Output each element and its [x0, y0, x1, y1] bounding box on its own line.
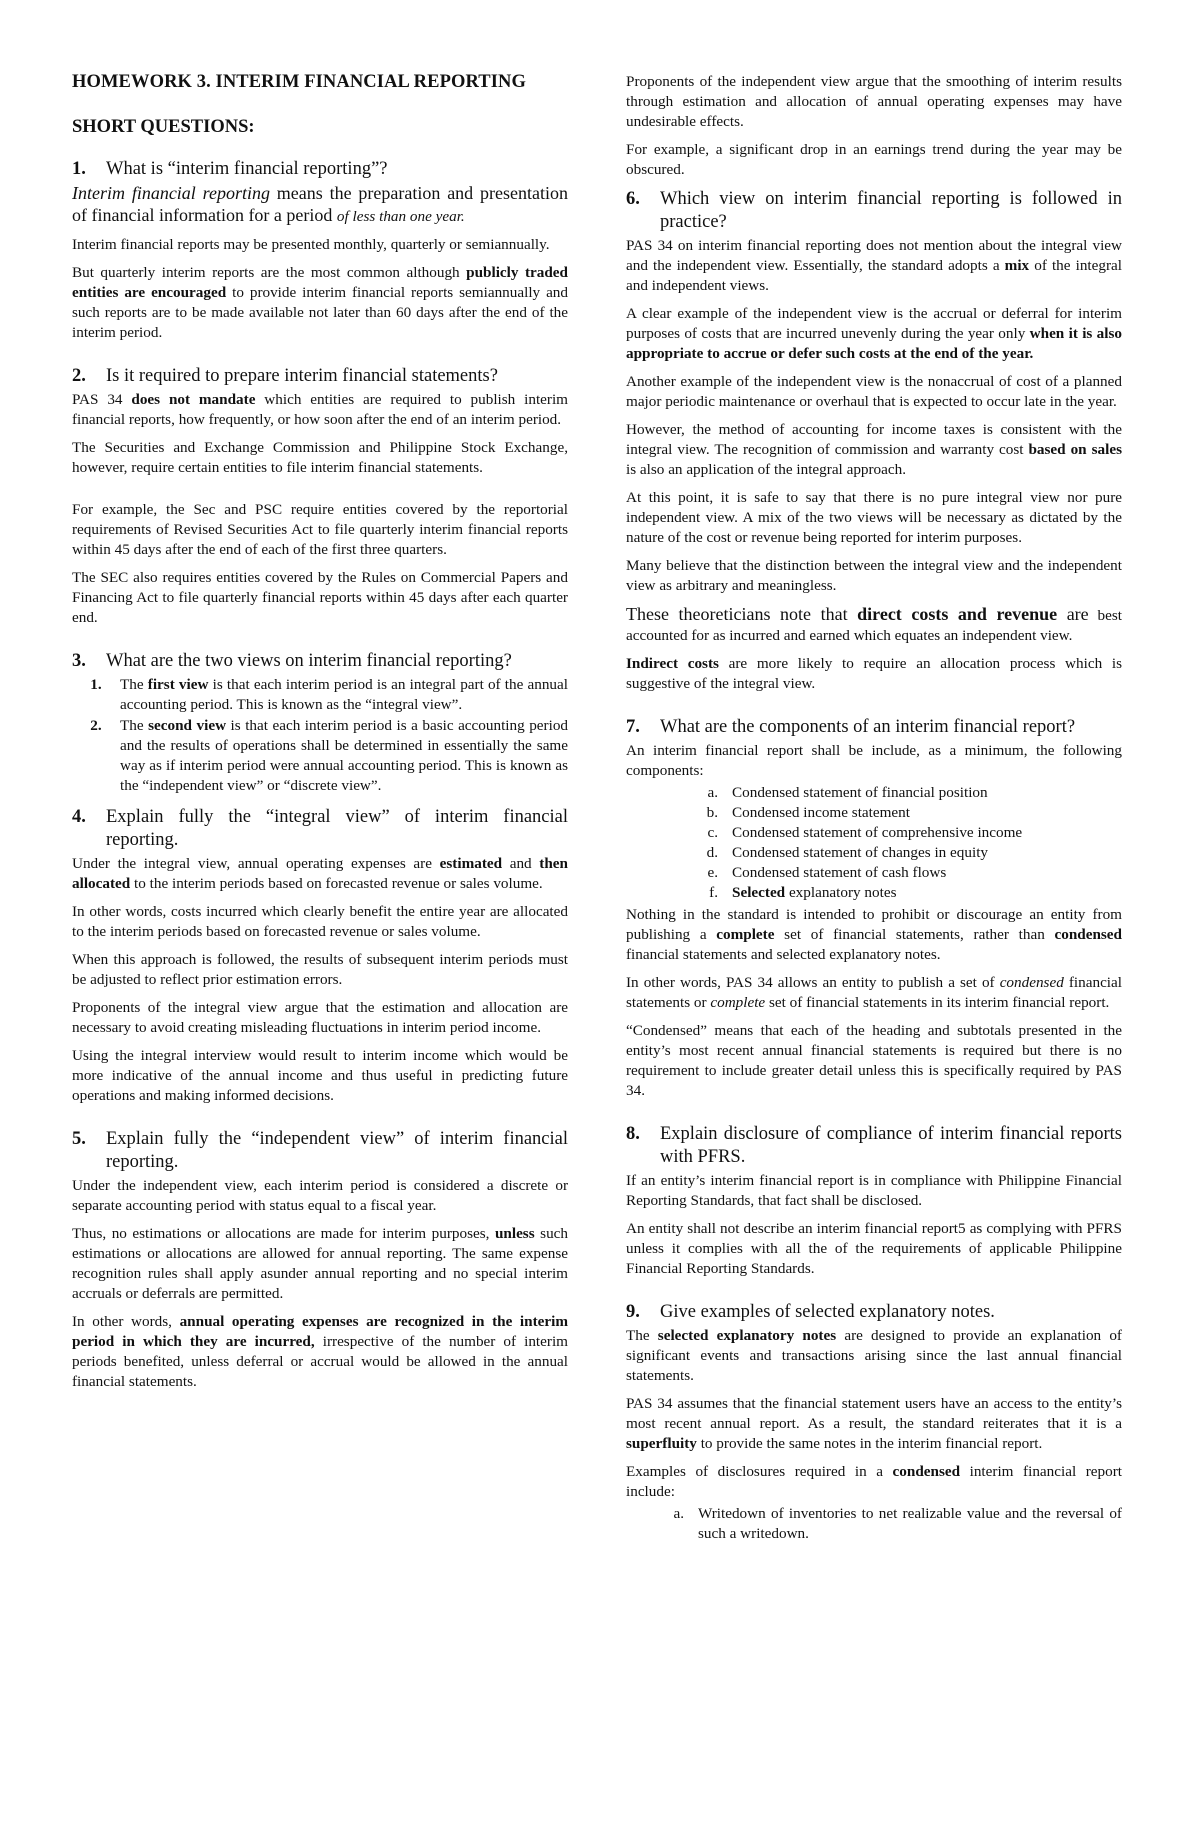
text: set of financial statements, rather than — [774, 926, 1055, 943]
list-number: 1. — [90, 676, 102, 693]
text: In other words, PAS 34 allows an entity to publish a set of — [626, 974, 1000, 991]
q6-answer-paragraph-6: Many believe that the distinction between the integral view and the independent view as arbitrary and meaningless. — [626, 557, 1122, 594]
emphasis: superfluity — [626, 1435, 697, 1452]
list-text: Condensed statement of cash flows — [732, 864, 947, 881]
document-title: HOMEWORK 3. INTERIM FINANCIAL REPORTING — [72, 72, 526, 92]
text: However, the method of accounting for income taxes is consistent with the integral view. The recognition of commission and warranty cost — [626, 421, 1122, 458]
question-number: 2. — [72, 366, 86, 386]
question-4 — [72, 806, 568, 852]
list-item — [626, 883, 1122, 903]
list-item — [72, 716, 568, 796]
question-3 — [72, 650, 568, 673]
text: financial statements and selected explanatory notes. — [626, 946, 941, 963]
text: The — [120, 676, 148, 693]
q4-answer-paragraph-5: Using the integral interview would result to interim income which would be more indicative of the annual income and thus useful in predicting future operations and making informed decisions. — [72, 1047, 568, 1104]
emphasis: Indirect costs — [626, 655, 719, 672]
emphasis: based on sales — [1028, 441, 1122, 458]
views-list — [72, 675, 568, 796]
emphasis: unless — [494, 1225, 535, 1242]
list-text: explanatory notes — [785, 884, 897, 901]
term: Interim financial reporting — [72, 183, 270, 203]
text: PAS 34 on interim financial reporting does not mention about the integral view and the independent view. Essentially, the standard adopts a — [626, 237, 1122, 274]
text: Nothing in the standard is intended to prohibit or discourage an entity from publishing a — [626, 906, 1122, 943]
text: In other words, — [72, 1313, 180, 1330]
q4-answer-paragraph-4: Proponents of the integral view argue that the estimation and allocation are necessary to avoid creating misleading fluctuations in interim period income. — [72, 999, 568, 1036]
q5-answer-paragraph-3 — [72, 1312, 568, 1392]
list-item — [626, 863, 1122, 883]
text: which entities are required to publish interim financial reports, how frequently, or how soon after the end of an interim period. — [72, 391, 568, 428]
text: to the interim periods based on forecasted revenue or sales volume. — [130, 875, 543, 892]
text: is also an application of the integral approach. — [626, 461, 907, 478]
list-item — [626, 803, 1122, 823]
list-text: Condensed statement of comprehensive income — [732, 824, 1023, 841]
q2-answer-paragraph-1 — [72, 390, 568, 430]
list-item — [72, 675, 568, 715]
question-8 — [626, 1123, 1122, 1169]
text: But quarterly interim reports are the most common although — [72, 264, 467, 281]
question-5 — [72, 1128, 568, 1174]
list-letter: f. — [709, 884, 718, 901]
q6-answer-paragraph-2 — [626, 304, 1122, 364]
q2-answer-paragraph-3: For example, the Sec and PSC require entities covered by the reportorial requirements of Revised Securities Act to file quarterly interim financial reports within 45 days after the end of each of the first three quarters. — [72, 501, 568, 558]
q5-answer-paragraph-2 — [72, 1224, 568, 1304]
emphasis: of less than one year. — [336, 208, 465, 225]
question-text: Explain disclosure of compliance of interim financial reports with PFRS. — [660, 1124, 1122, 1167]
emphasis: complete — [710, 994, 766, 1011]
list-letter: d. — [706, 844, 718, 861]
text: are designed to provide an explanation of significant events and transactions arising since the last annual financial statements. — [626, 1327, 1122, 1384]
question-1 — [72, 158, 568, 181]
q4-answer-paragraph-3: When this approach is followed, the results of subsequent interim periods must be adjusted to reflect prior estimation errors. — [72, 951, 568, 988]
list-item — [626, 783, 1122, 803]
q6-answer-paragraph-8 — [626, 654, 1122, 694]
emphasis: first view — [147, 676, 209, 693]
question-7 — [626, 716, 1122, 739]
text: to provide interim financial reports semiannually and such reports are to be made available not later than 60 days after the end of the interim period. — [72, 284, 568, 341]
q2-answer-paragraph-4: The SEC also requires entities covered by the Rules on Commercial Papers and Financing Act to file quarterly financial reports within 45 days after each quarter end. — [72, 569, 568, 626]
q1-answer-paragraph-1 — [72, 183, 568, 227]
q4-answer-paragraph-1 — [72, 854, 568, 894]
q2-answer-paragraph-2: The Securities and Exchange Commission and Philippine Stock Exchange, however, require certain entities to file interim financial statements. — [72, 439, 568, 476]
question-number: 3. — [72, 651, 86, 671]
emphasis: second view — [148, 717, 227, 734]
q9-answer-paragraph-3 — [626, 1462, 1122, 1502]
text: is that each interim period is a basic accounting period and the results of operations shall be determined in essentially the same way as if interim period were annual accounting period. This is known as the “independent view” or “discrete view”. — [120, 717, 569, 794]
q6-answer-paragraph-4 — [626, 420, 1122, 480]
text: interim financial report include: — [626, 1463, 1122, 1500]
text: The — [626, 1327, 658, 1344]
question-number: 5. — [72, 1129, 86, 1149]
emphasis: annual operating expenses are recognized in the interim period in which they are incurred, — [72, 1313, 568, 1350]
question-9 — [626, 1301, 1122, 1324]
text: irrespective of the number of interim periods benefited, unless deferral or accrual would be allowed in the annual financial statements. — [72, 1333, 568, 1390]
question-text: Which view on interim financial reporting is followed in practice? — [660, 189, 1122, 232]
q6-answer-paragraph-1 — [626, 236, 1122, 296]
right-column — [626, 72, 1122, 1544]
text: set of financial statements in its interim financial report. — [765, 994, 1110, 1011]
q7-intro: An interim financial report shall be include, as a minimum, the following components: — [626, 742, 1122, 779]
list-letter: b. — [706, 804, 718, 821]
q5-answer-paragraph-1: Under the independent view, each interim period is considered a discrete or separate accounting period with status equal to a fiscal year. — [72, 1177, 568, 1214]
q4-answer-paragraph-2: In other words, costs incurred which clearly benefit the entire year are allocated to the interim periods based on forecasted revenue or sales volume. — [72, 903, 568, 940]
text: is that each interim period is an integral part of the annual accounting period. This is known as the “integral view”. — [120, 676, 568, 713]
question-6 — [626, 188, 1122, 234]
q6-answer-paragraph-5: At this point, it is safe to say that there is no pure integral view nor pure independent view. A mix of the two views will be necessary as dictated by the nature of the cost or revenue being reported for interim purposes. — [626, 489, 1122, 546]
text: financial statements or — [626, 974, 1122, 1011]
emphasis: does not mandate — [131, 391, 256, 408]
list-item — [626, 1504, 1122, 1544]
emphasis: selected explanatory notes — [657, 1327, 837, 1344]
emphasis: mix — [1004, 257, 1030, 274]
text: PAS 34 — [72, 391, 132, 408]
q1-answer-paragraph-2: Interim financial reports may be presented monthly, quarterly or semiannually. — [72, 236, 550, 253]
question-2 — [72, 365, 568, 388]
list-letter: a. — [707, 784, 718, 801]
list-text: Condensed statement of financial position — [732, 784, 988, 801]
emphasis: complete — [716, 926, 775, 943]
q6-answer-paragraph-3: Another example of the independent view is the nonaccrual of cost of a planned major periodic maintenance or overhaul that is expected to occur late in the year. — [626, 373, 1122, 410]
text: are more likely to require an allocation process which is suggestive of the integral view. — [626, 655, 1122, 692]
section-subtitle: SHORT QUESTIONS: — [72, 117, 255, 137]
q9-answer-paragraph-1 — [626, 1326, 1122, 1386]
q7-answer-paragraph-1 — [626, 905, 1122, 965]
q7-answer-paragraph-3: “Condensed” means that each of the heading and subtotals presented in the entity’s most recent annual financial statements is required but there is no requirement to include greater detail unless this is specifically required by PAS 34. — [626, 1022, 1122, 1099]
emphasis: publicly traded entities are encouraged — [72, 264, 568, 301]
list-text: Writedown of inventories to net realizable value and the reversal of such a writedown. — [698, 1505, 1122, 1542]
q9-answer-paragraph-2 — [626, 1394, 1122, 1454]
question-text: Explain fully the “integral view” of interim financial reporting. — [106, 807, 568, 850]
question-number: 1. — [72, 159, 86, 179]
q7-answer-paragraph-2 — [626, 973, 1122, 1013]
question-number: 6. — [626, 189, 640, 209]
emphasis: condensed — [999, 974, 1064, 991]
text: and — [502, 855, 540, 872]
emphasis: direct costs and revenue — [857, 604, 1058, 624]
text: are — [1057, 604, 1089, 624]
text: Thus, no estimations or allocations are made for interim purposes, — [72, 1225, 495, 1242]
question-number: 9. — [626, 1302, 640, 1322]
emphasis: then allocated — [72, 855, 568, 892]
q5-answer-paragraph-5: For example, a significant drop in an earnings trend during the year may be obscured. — [626, 141, 1122, 178]
q1-answer-paragraph-3 — [72, 263, 568, 343]
emphasis: when it is also appropriate to accrue or defer such costs at the end of the year. — [626, 325, 1122, 362]
q8-answer-paragraph-1: If an entity’s interim financial report is in compliance with Philippine Financial Reporting Standards, that fact shall be disclosed. — [626, 1172, 1122, 1209]
question-text: Give examples of selected explanatory notes. — [660, 1302, 995, 1322]
components-list — [626, 783, 1122, 903]
emphasis: estimated — [439, 855, 503, 872]
question-text: Explain fully the “independent view” of interim financial reporting. — [106, 1129, 568, 1172]
left-column — [72, 72, 568, 1544]
list-text: Condensed income statement — [732, 804, 910, 821]
text: These theoreticians note that — [626, 604, 858, 624]
text: PAS 34 assumes that the financial statement users have an access to the entity’s most recent annual report. As a result, the standard reiterates that it is a — [626, 1395, 1122, 1432]
text: of the integral and independent views. — [626, 257, 1122, 294]
text: best accounted for as incurred and earned which equates an independent view. — [626, 607, 1122, 644]
text: The — [120, 717, 149, 734]
list-item — [626, 823, 1122, 843]
emphasis: Selected — [732, 884, 786, 901]
question-text: What is “interim financial reporting”? — [106, 159, 388, 179]
text: to provide the same notes in the interim financial report. — [696, 1435, 1043, 1452]
text: Examples of disclosures required in a — [626, 1463, 893, 1480]
question-text: What are the two views on interim financial reporting? — [106, 651, 512, 671]
q6-answer-paragraph-7 — [626, 604, 1122, 646]
examples-list — [626, 1504, 1122, 1544]
list-letter: e. — [707, 864, 718, 881]
text: Under the integral view, annual operating expenses are — [72, 855, 440, 872]
question-text: Is it required to prepare interim financial statements? — [106, 366, 498, 386]
question-text: What are the components of an interim financial report? — [660, 717, 1076, 737]
question-number: 7. — [626, 717, 640, 737]
question-number: 4. — [72, 807, 86, 827]
text: means the preparation and presentation of financial information for a period — [72, 183, 568, 225]
list-item — [626, 843, 1122, 863]
text: such estimations or allocations are allowed for annual reporting. The same expense recognition rules shall apply asunder annual reporting and no special interim accruals or deferrals are permitted. — [72, 1225, 568, 1302]
list-text: Condensed statement of changes in equity — [732, 844, 989, 861]
emphasis: condensed — [1054, 926, 1122, 943]
question-number: 8. — [626, 1124, 640, 1144]
list-letter: a. — [673, 1505, 684, 1522]
emphasis: condensed — [892, 1463, 961, 1480]
q8-answer-paragraph-2: An entity shall not describe an interim financial report5 as complying with PFRS unless it complies with all the of the requirements of applicable Philippine Financial Reporting Standards. — [626, 1220, 1122, 1277]
list-number: 2. — [90, 717, 102, 734]
q5-answer-paragraph-4: Proponents of the independent view argue that the smoothing of interim results through estimation and allocation of annual operating expenses may have undesirable effects. — [626, 73, 1122, 130]
text: A clear example of the independent view is the accrual or deferral for interim purposes of costs that are incurred unevenly during the year only — [626, 305, 1122, 342]
list-letter: c. — [707, 824, 718, 841]
